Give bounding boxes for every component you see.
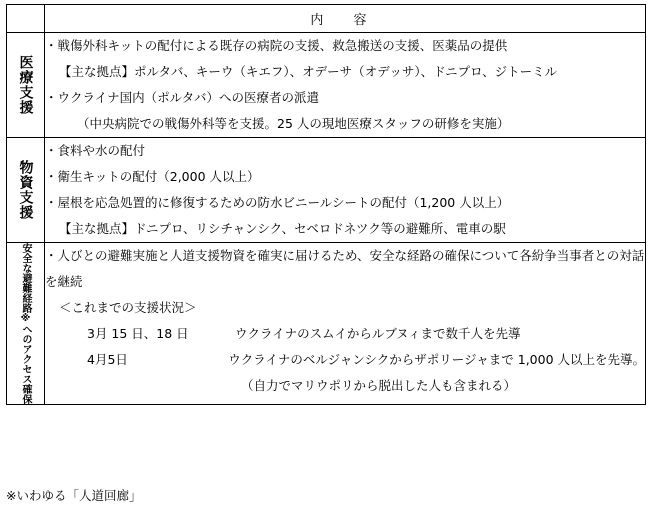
content-line: 【主な拠点】ドニプロ、リシチャンシク、セベロドネツク等の避難所、電車の駅 <box>59 221 506 236</box>
content-line: 【主な拠点】ポルタバ、キーウ（キエフ）、オデーサ（オデッサ）、ドニプロ、ジトーミル <box>59 64 558 79</box>
category-cell <box>7 138 45 243</box>
section-row-medical <box>7 33 646 138</box>
content-cell <box>45 243 646 405</box>
header-row <box>7 5 646 33</box>
header-cell: 内 容 <box>45 5 646 33</box>
section-row-evacuation <box>7 243 646 405</box>
history-text: ウクライナのスムイからルブヌィまで数千人を先導 <box>235 326 521 341</box>
section-row-goods <box>7 138 646 243</box>
category-cell <box>7 243 45 405</box>
content-line: ・戦傷外科キットの配付による既存の病院の支援、救急搬送の支援、医薬品の提供 <box>45 38 508 53</box>
history-note: （自力でマリウポリから脱出した人も含まれる） <box>241 378 517 393</box>
content-line: ・食料や水の配付 <box>45 143 146 158</box>
content-line: （中央病院での戦傷外科等を支援。25 人の現地医療スタッフの研修を実施） <box>77 116 510 131</box>
category-cell <box>7 33 45 138</box>
history-text: ウクライナのベルジャンシクからザポリージャまで 1,000 人以上を先導。 <box>228 352 645 367</box>
category-label: 物資支援 <box>17 160 34 220</box>
history-date: 3月 15 日、18 日 <box>87 326 189 341</box>
content-line: ・衛生キットの配付（2,000 人以上） <box>45 169 260 184</box>
content-intro: ・人びとの避難実施と人道支援物資を確実に届けるため、安全な経路の確保について各紛争当事者との対話を継続 <box>45 248 645 289</box>
category-label: 安全な避難経路※へのアクセス確保 <box>20 243 31 404</box>
category-label: 医療支援 <box>17 55 34 115</box>
aid-table <box>6 4 646 405</box>
content-cell <box>45 138 646 243</box>
content-line: ・屋根を応急処置的に修復するための防水ビニールシートの配付（1,200 人以上） <box>45 195 510 210</box>
content-cell <box>45 33 646 138</box>
history-item <box>45 347 645 373</box>
history-item <box>45 321 645 347</box>
footnote: ※いわゆる「人道回廊」 <box>6 488 142 503</box>
history-date: 4月5日 <box>87 352 128 367</box>
content-line: ・ウクライナ国内（ポルタバ）への医療者の派遣 <box>45 90 320 105</box>
header-blank-cell <box>7 5 45 33</box>
history-title: ＜これまでの支援状況＞ <box>59 300 197 315</box>
